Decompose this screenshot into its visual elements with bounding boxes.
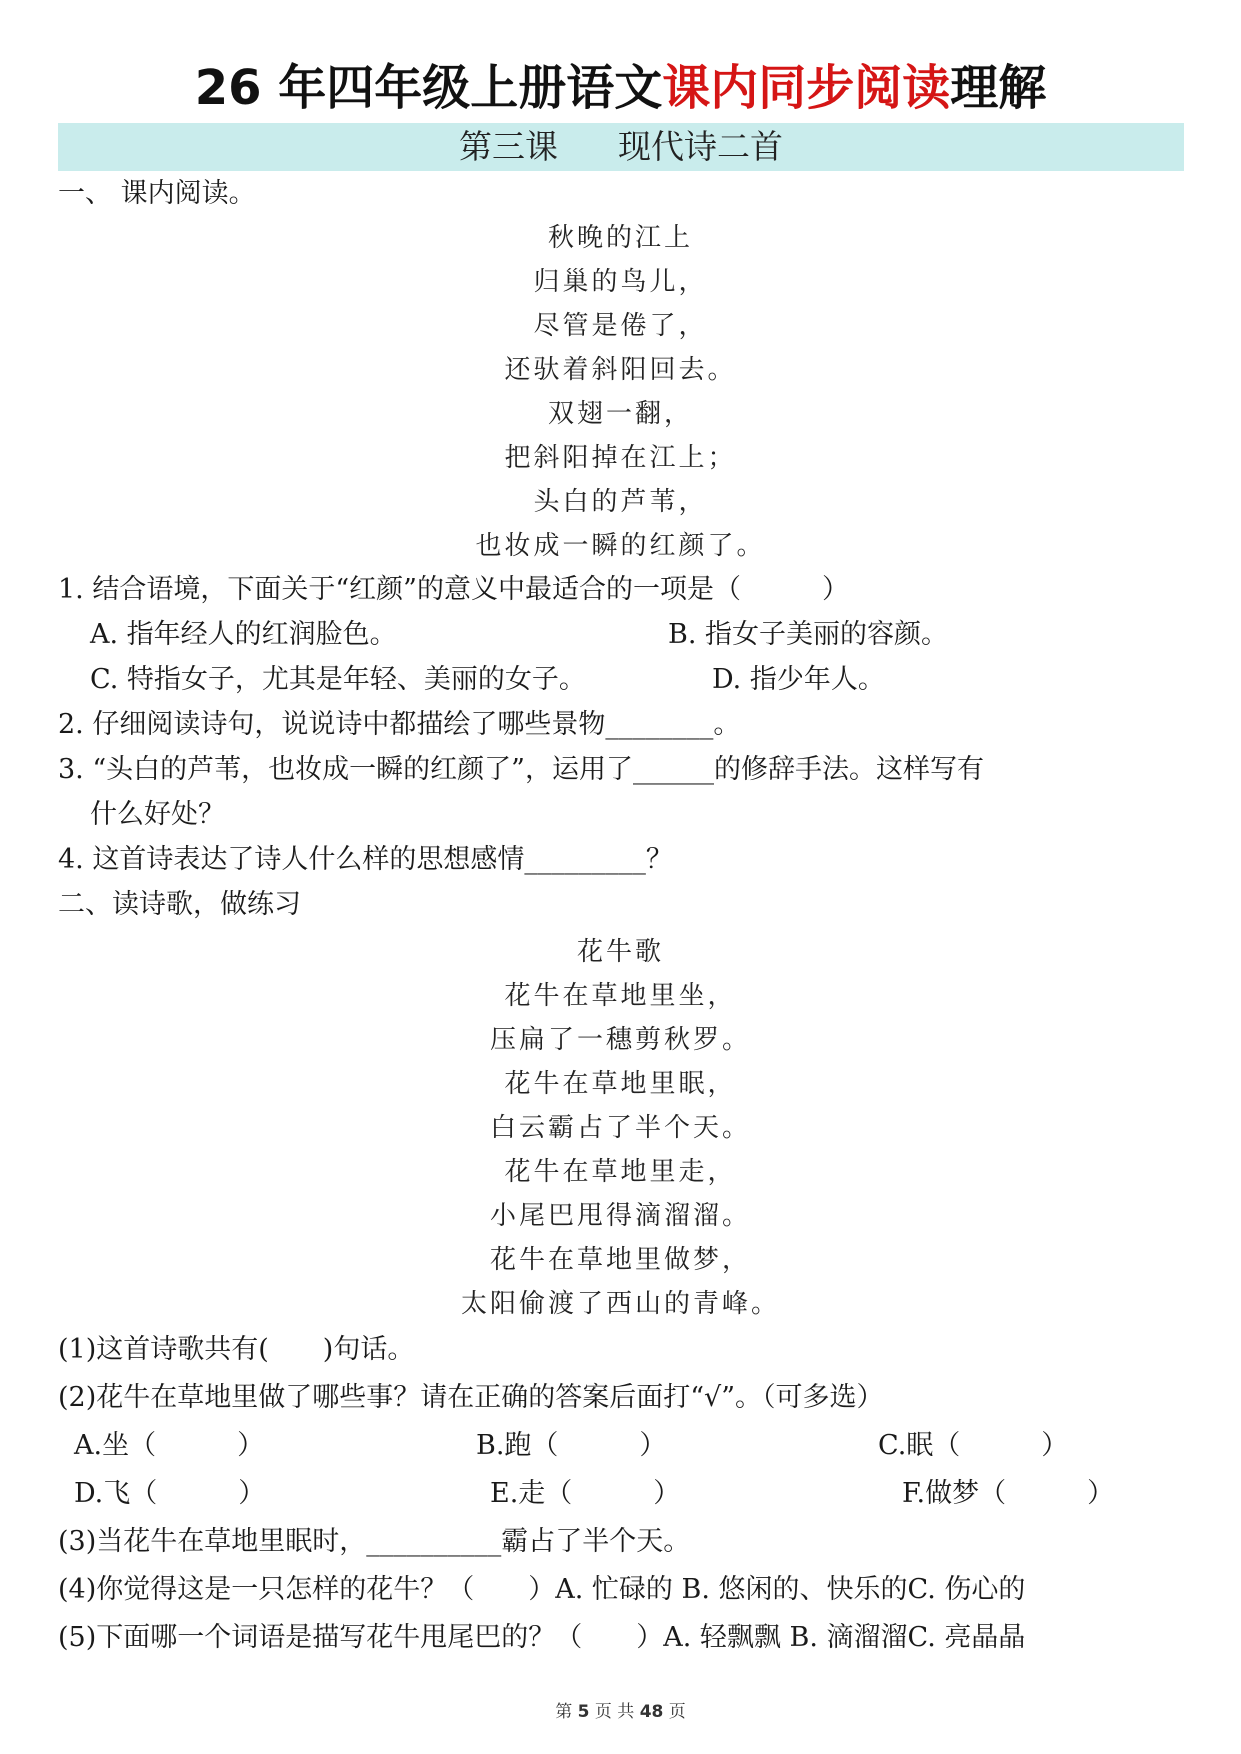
lesson-number: 第三课 xyxy=(459,127,558,166)
section1-heading: 一、 课内阅读。 xyxy=(58,178,256,209)
question-4: 4. 这首诗表达了诗人什么样的思想感情_________？ xyxy=(58,844,673,875)
poem2-title: 花牛歌 xyxy=(576,937,664,967)
page-total: 48 xyxy=(639,1702,664,1722)
choice-e: E.走（ ） xyxy=(490,1478,681,1509)
sub-question-2: (2)花牛在草地里做了哪些事？请在正确的答案后面打“√”。（可多选） xyxy=(58,1382,884,1413)
footer-post: 页 xyxy=(668,1702,686,1722)
question-1: 1. 结合语境，下面关于“红颜”的意义中最适合的一项是（ ） xyxy=(58,574,849,605)
footer-pre: 第 xyxy=(555,1702,573,1722)
option-b: B. 指女子美丽的容颜。 xyxy=(668,619,949,650)
lesson-title: 现代诗二首 xyxy=(618,127,783,166)
lesson-banner xyxy=(58,123,1184,171)
poem1-line: 头白的芦苇， xyxy=(533,487,708,517)
footer-mid: 页 共 xyxy=(594,1702,635,1722)
sub-question-1: (1)这首诗歌共有( )句话。 xyxy=(58,1334,415,1365)
poem2-line: 太阳偷渡了西山的青峰。 xyxy=(460,1289,780,1319)
poem2-line: 压扁了一穗剪秋罗。 xyxy=(489,1025,751,1055)
poem2-line: 白云霸占了半个天。 xyxy=(489,1113,751,1143)
sub-question-4: (4)你觉得这是一只怎样的花牛？（ ）A. 忙碌的 B. 悠闲的、快乐的C. 伤心的 xyxy=(58,1574,1026,1605)
question-3: 3. “头白的芦苇，也妆成一瞬的红颜了”，运用了______的修辞手法。这样写有 xyxy=(58,754,984,785)
poem2-line: 花牛在草地里走， xyxy=(504,1157,737,1187)
option-c: C. 特指女子，尤其是年轻、美丽的女子。 xyxy=(90,664,586,695)
title-prefix: 26 年四年级上册语文 xyxy=(194,60,663,116)
option-d: D. 指少年人。 xyxy=(712,664,885,695)
poem1-title: 秋晚的江上 xyxy=(547,223,693,253)
title-highlight: 课内同步阅读 xyxy=(662,60,951,116)
page-title xyxy=(0,58,1241,118)
choice-d: D.飞（ ） xyxy=(74,1478,266,1509)
page-footer xyxy=(0,1700,1241,1724)
poem1-line: 双翅一翻， xyxy=(547,399,693,429)
poem2-line: 花牛在草地里坐， xyxy=(504,981,737,1011)
question-2: 2. 仔细阅读诗句，说说诗中都描绘了哪些景物________。 xyxy=(58,709,741,740)
option-a: A. 指年经人的红润脸色。 xyxy=(90,619,397,650)
choice-a: A.坐（ ） xyxy=(74,1430,265,1461)
page-number: 5 xyxy=(577,1702,590,1722)
poem1-line: 归巢的鸟儿， xyxy=(533,267,708,297)
choice-c: C.眠（ ） xyxy=(878,1430,1069,1461)
section2-heading: 二、读诗歌，做练习 xyxy=(58,889,301,920)
poem1-line: 尽管是倦了， xyxy=(533,311,708,341)
choice-f: F.做梦（ ） xyxy=(902,1478,1115,1509)
poem1-line: 也妆成一瞬的红颜了。 xyxy=(475,531,766,561)
sub-question-3: (3)当花牛在草地里眠时，__________霸占了半个天。 xyxy=(58,1526,691,1557)
title-suffix: 理解 xyxy=(950,60,1047,116)
poem2-line: 花牛在草地里做梦， xyxy=(489,1245,751,1275)
poem2-line: 小尾巴甩得滴溜溜。 xyxy=(489,1201,751,1231)
poem2-line: 花牛在草地里眠， xyxy=(504,1069,737,1099)
poem1-line: 还驮着斜阳回去。 xyxy=(504,355,737,385)
choice-b: B.跑（ ） xyxy=(476,1430,667,1461)
sub-question-5: (5)下面哪一个词语是描写花牛甩尾巴的？（ ）A. 轻飘飘 B. 滴溜溜C. 亮晶晶 xyxy=(58,1622,1026,1653)
poem1-line: 把斜阳掉在江上； xyxy=(504,443,737,473)
question-3-cont: 什么好处？ xyxy=(90,799,225,830)
